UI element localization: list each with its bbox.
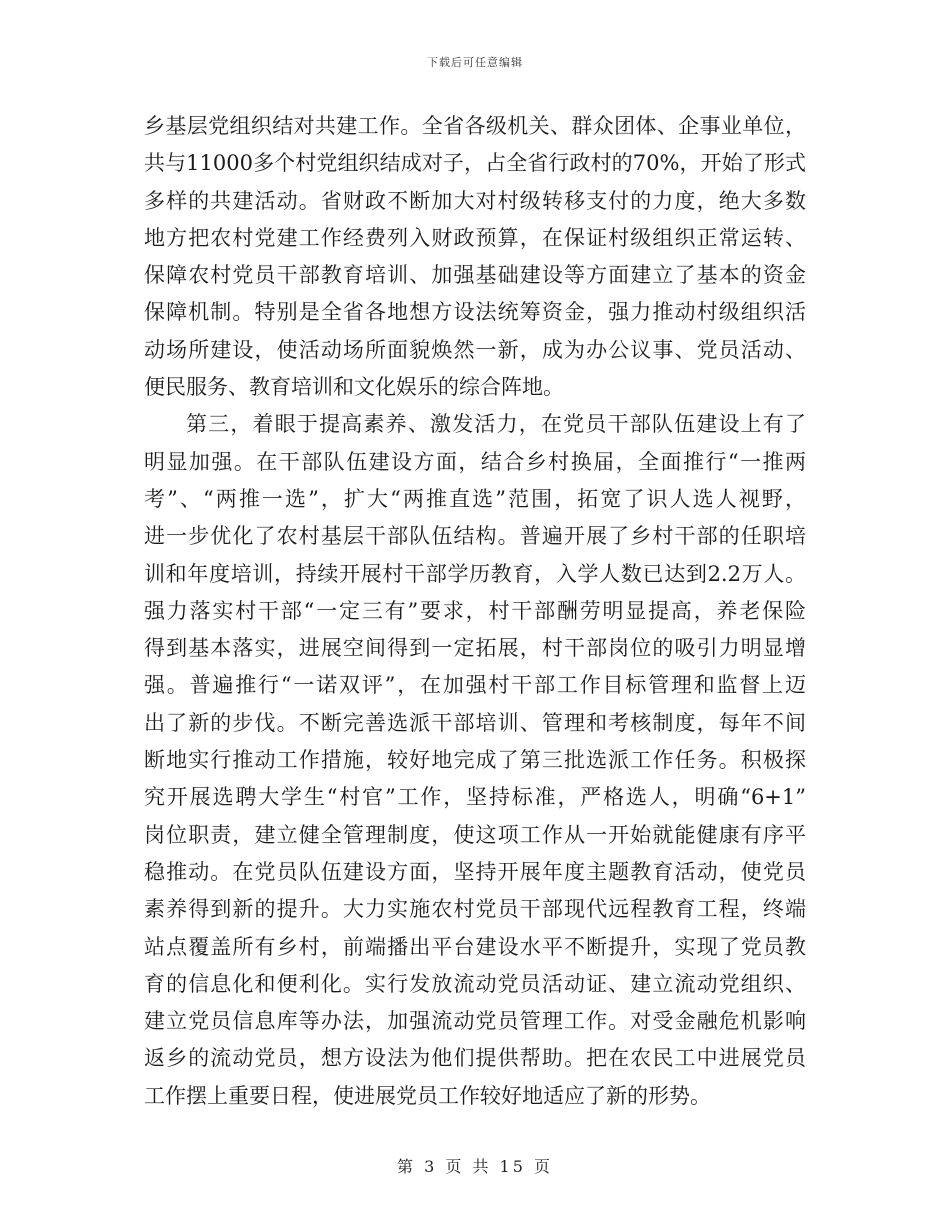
- text-line: 多样的共建活动。省财政不断加大对村级转移支付的力度，绝大多数: [144, 188, 806, 213]
- text-line: 稳推动。在党员队伍建设方面，坚持开展年度主题教育活动，使党员: [144, 859, 806, 884]
- text-line: 站点覆盖所有乡村，前端播出平台建设水平不断提升，实现了党员教: [144, 934, 806, 959]
- page-header: 下载后可任意编辑: [427, 56, 523, 69]
- text-line: 保障机制。特别是全省各地想方设法统筹资金，强力推动村级组织活: [144, 300, 806, 325]
- text-line: 第三，着眼于提高素养、激发活力，在党员干部队伍建设上有了: [186, 412, 806, 437]
- text-line: 动场所建设，使活动场所面貌焕然一新，成为办公议事、党员活动、: [144, 337, 806, 362]
- text-line: 返乡的流动党员，想方设法为他们提供帮助。把在农民工中进展党员: [144, 1046, 806, 1071]
- text-line: 强。普遍推行“一诺双评”，在加强村干部工作目标管理和监督上迈: [144, 673, 806, 698]
- text-line: 强力落实村干部“一定三有”要求，村干部酬劳明显提高，养老保险: [144, 598, 806, 623]
- text-line: 出了新的步伐。不断完善选派干部培训、管理和考核制度，每年不间: [144, 710, 806, 735]
- paragraph: [144, 406, 806, 1115]
- text-line: 保障农村党员干部教育培训、加强基础建设等方面建立了基本的资金: [144, 263, 806, 288]
- text-line: 明显加强。在干部队伍建设方面，结合乡村换届，全面推行“一推两: [144, 449, 806, 474]
- text-line: 究开展选聘大学生“村官”工作，坚持标准，严格选人，明确“6+1”: [144, 785, 806, 810]
- text-line: 训和年度培训，持续开展村干部学历教育，入学人数已达到2.2万人。: [144, 561, 806, 586]
- text-line: 地方把农村党建工作经费列入财政预算，在保证村级组织正常运转、: [144, 225, 806, 250]
- paragraph: [144, 108, 806, 406]
- text-line: 岗位职责，建立健全管理制度，使这项工作从一开始就能健康有序平: [144, 822, 806, 847]
- text-line: 育的信息化和便利化。实行发放流动党员活动证、建立流动党组织、: [144, 971, 806, 996]
- text-line: 考”、“两推一选”，扩大“两推直选”范围，拓宽了识人选人视野，: [144, 486, 806, 511]
- page-footer: 第 3 页 共 15 页: [397, 1157, 553, 1176]
- text-line: 便民服务、教育培训和文化娱乐的综合阵地。: [144, 375, 564, 400]
- text-line: 建立党员信息库等办法，加强流动党员管理工作。对受金融危机影响: [144, 1009, 806, 1034]
- text-line: 乡基层党组织结对共建工作。全省各级机关、群众团体、企事业单位，: [144, 114, 806, 138]
- text-line: 素养得到新的提升。大力实施农村党员干部现代远程教育工程，终端: [144, 897, 806, 922]
- document-body: [144, 108, 806, 1115]
- text-line: 共与11000多个村党组织结成对子，占全省行政村的70%，开始了形式: [144, 151, 806, 176]
- text-line: 得到基本落实，进展空间得到一定拓展，村干部岗位的吸引力明显增: [144, 636, 806, 661]
- text-line: 进一步优化了农村基层干部队伍结构。普遍开展了乡村干部的任职培: [144, 524, 806, 549]
- text-line: 断地实行推动工作措施，较好地完成了第三批选派工作任务。积极探: [144, 748, 806, 773]
- text-line: 工作摆上重要日程，使进展党员工作较好地适应了新的形势。: [144, 1083, 711, 1108]
